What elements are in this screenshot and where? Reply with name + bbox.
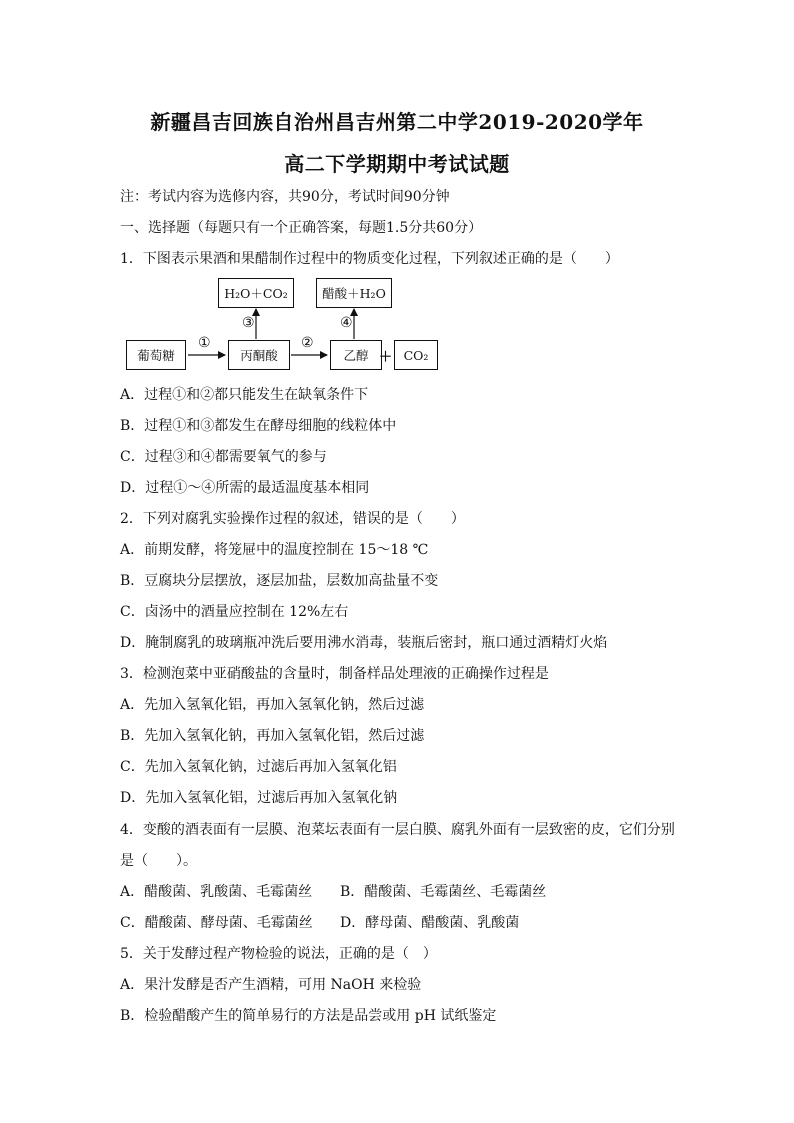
question-4-stem-line1: 4．变酸的酒表面有一层膜、泡菜坛表面有一层白膜、腐乳外面有一层致密的皮，它们分别 <box>120 822 675 838</box>
box-co2: CO₂ <box>394 340 438 370</box>
question-5-stem: 5．关于发酵过程产物检验的说法，正确的是（ ） <box>120 946 437 962</box>
exam-title-line2: 高二下学期期中考试试题 <box>284 152 510 176</box>
question-4-stem-line2: 是（ ）。 <box>120 853 197 869</box>
q1-option-c: C．过程③和④都需要氧气的参与 <box>120 449 327 465</box>
box-ethanol: 乙醇 <box>330 340 382 370</box>
step-2-label: ② <box>301 335 314 351</box>
exam-note: 注：考试内容为选修内容，共90分，考试时间90分钟 <box>120 189 450 205</box>
q2-option-b: B．豆腐块分层摆放，逐层加盐，层数加高盐量不变 <box>120 573 439 589</box>
q5-option-a: A．果汁发酵是否产生酒精，可用 NaOH 来检验 <box>120 977 422 993</box>
q3-option-d: D．先加入氢氧化铝，过滤后再加入氢氧化钠 <box>120 790 398 806</box>
step-1-label: ① <box>198 335 211 351</box>
q5-option-b: B．检验醋酸产生的简单易行的方法是品尝或用 pH 试纸鉴定 <box>120 1008 497 1024</box>
q1-option-d: D．过程①～④所需的最适温度基本相同 <box>120 480 370 496</box>
step-4-label: ④ <box>340 315 353 331</box>
section-heading: 一、选择题（每题只有一个正确答案，每题1.5分共60分） <box>120 220 483 236</box>
box-h2o-co2: H₂O＋CO₂ <box>218 278 294 308</box>
q4-option-c: C．醋酸菌、酵母菌、毛霉菌丝 <box>120 915 313 931</box>
exam-title-line1: 新疆昌吉回族自治州昌吉州第二中学2019-2020学年 <box>150 110 644 134</box>
question-2-stem: 2．下列对腐乳实验操作过程的叙述，错误的是（ ） <box>120 511 465 527</box>
q1-option-a: A．过程①和②都只能发生在缺氧条件下 <box>120 387 369 403</box>
box-glucose: 葡萄糖 <box>126 340 186 370</box>
question-1-stem: 1．下图表示果酒和果醋制作过程中的物质变化过程，下列叙述正确的是（ ） <box>120 251 619 267</box>
question-3-stem: 3．检测泡菜中亚硝酸盐的含量时，制备样品处理液的正确操作过程是 <box>120 666 549 682</box>
step-3-label: ③ <box>242 315 255 331</box>
q4-option-a: A．醋酸菌、乳酸菌、毛霉菌丝 <box>120 884 313 900</box>
box-vinegar-h2o: 醋酸＋H₂O <box>316 278 392 308</box>
q3-option-b: B．先加入氢氧化钠，再加入氢氧化铝，然后过滤 <box>120 728 425 744</box>
q2-option-d: D．腌制腐乳的玻璃瓶冲洗后要用沸水消毒，装瓶后密封，瓶口通过酒精灯火焰 <box>120 635 608 651</box>
q2-option-c: C．卤汤中的酒量应控制在 12%左右 <box>120 604 349 620</box>
q1-option-b: B．过程①和③都发生在酵母细胞的线粒体中 <box>120 418 397 434</box>
q3-option-c: C．先加入氢氧化钠，过滤后再加入氢氧化铝 <box>120 759 397 775</box>
q4-option-b: B．醋酸菌、毛霉菌丝、毛霉菌丝 <box>340 884 547 900</box>
q4-option-d: D．酵母菌、醋酸菌、乳酸菌 <box>340 915 520 931</box>
plus-sign: ＋ <box>379 350 393 365</box>
q3-option-a: A．先加入氢氧化铝，再加入氢氧化钠，然后过滤 <box>120 697 425 713</box>
fermentation-diagram <box>120 276 450 376</box>
q2-option-a: A．前期发酵，将笼屉中的温度控制在 15～18 ℃ <box>120 542 429 558</box>
box-pyruvate: 丙酮酸 <box>228 340 290 370</box>
